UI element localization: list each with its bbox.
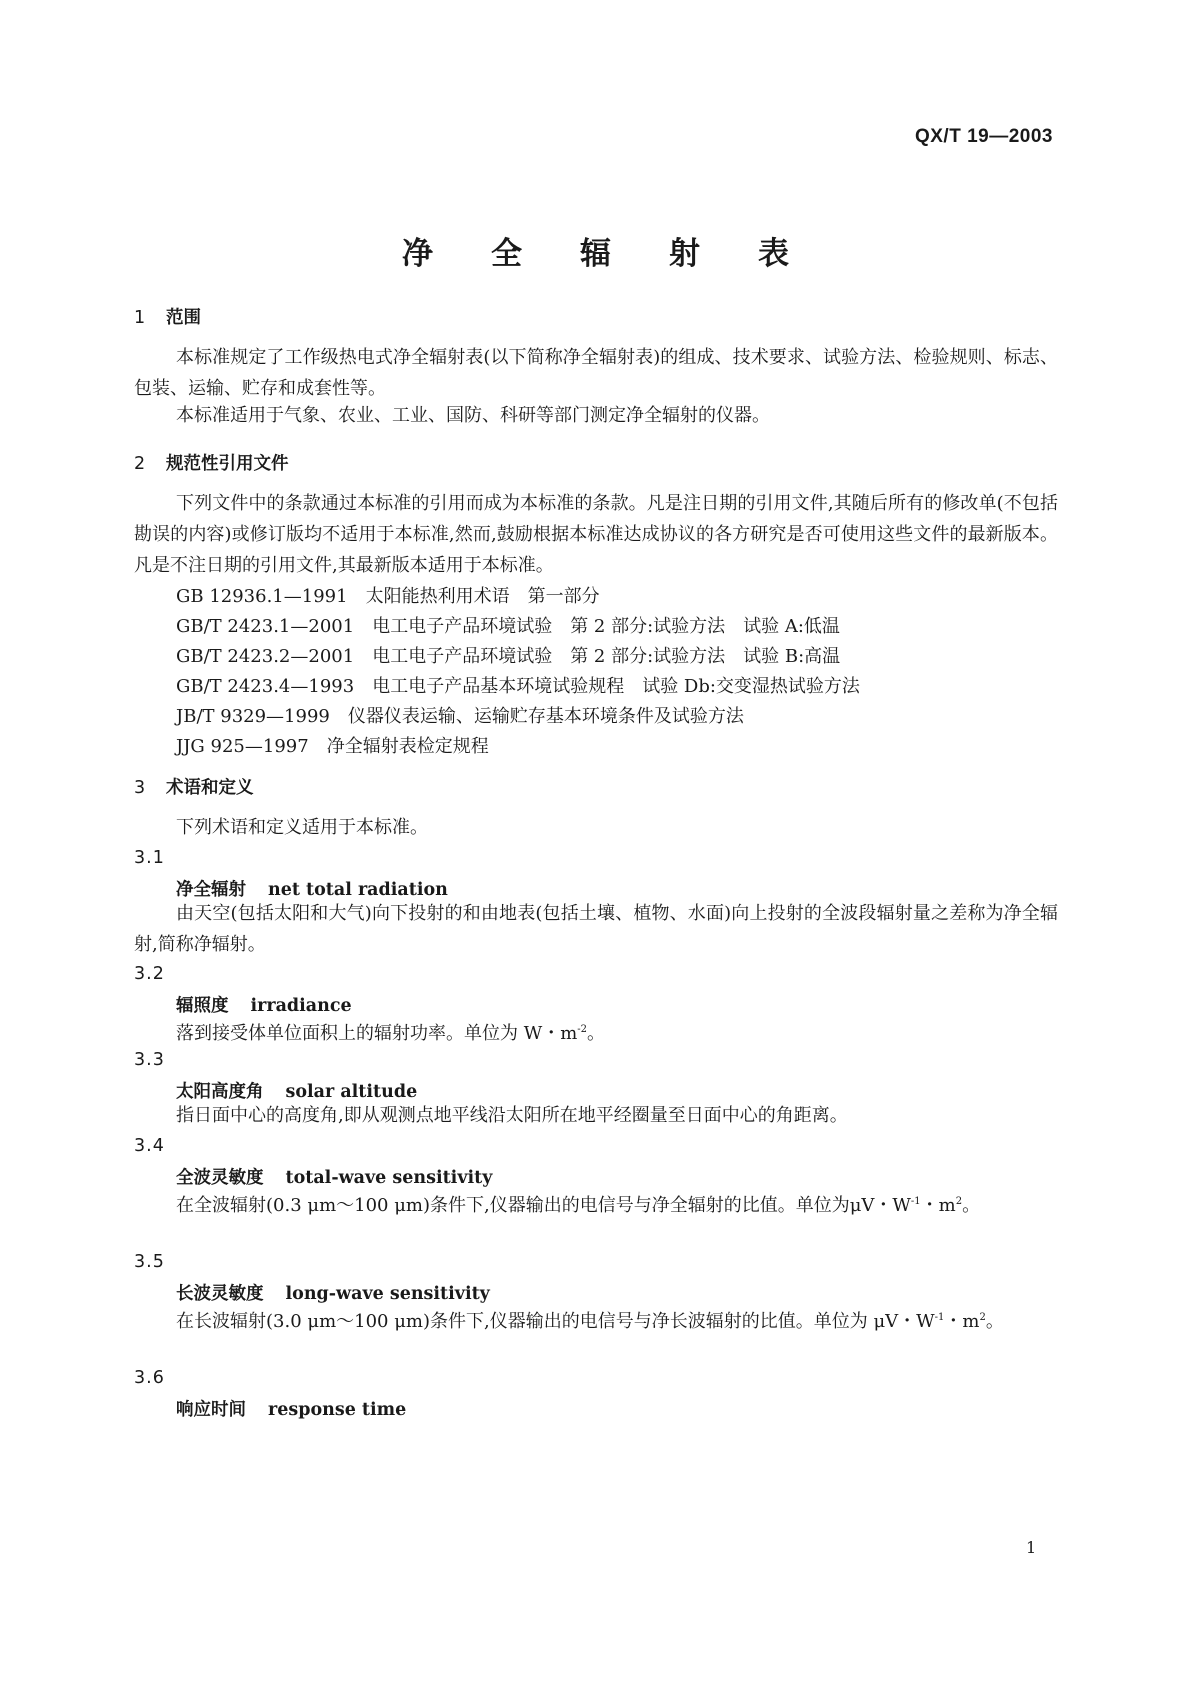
section-number: 2 (134, 454, 146, 474)
reference-item: GB/T 2423.1—2001 电工电子产品环境试验 第 2 部分:试验方法 试验 A:低温 (176, 616, 840, 637)
term-definition: 落到接受体单位面积上的辐射功率。单位为 W・$m^{-2}$。 (176, 1023, 606, 1044)
section-number: 3 (134, 778, 146, 798)
term-en: total-wave sensitivity (285, 1168, 493, 1188)
term-en: response time (268, 1400, 407, 1420)
section-title: 范围 (166, 308, 201, 328)
term-number: 3.1 (134, 848, 165, 868)
section-2-heading (134, 450, 289, 475)
page-number: 1 (1026, 1538, 1037, 1557)
reference-item: GB 12936.1—1991 太阳能热利用术语 第一部分 (176, 586, 600, 607)
term-heading (176, 1396, 406, 1421)
page-title: 净全辐射表 (402, 236, 847, 272)
term-zh: 太阳高度角 (176, 1082, 264, 1102)
term-number: 3.3 (134, 1050, 165, 1070)
term-definition: 指日面中心的高度角,即从观测点地平线沿太阳所在地平经圈量至日面中心的角距离。 (176, 1105, 848, 1126)
section-1-heading (134, 304, 201, 329)
term-number: 3.2 (134, 964, 165, 984)
term-zh: 全波灵敏度 (176, 1168, 264, 1188)
term-definition: 在全波辐射(0.3 μm～100 μm)条件下,仪器输出的电信号与净全辐射的比值。单位为μV・$W^{-1}$・$m^2$。 (176, 1195, 981, 1216)
term-en: net total radiation (268, 880, 448, 900)
term-en: long-wave sensitivity (285, 1284, 490, 1304)
term-number: 3.6 (134, 1368, 165, 1388)
term-en: solar altitude (285, 1082, 418, 1102)
section-2-paragraph: 下列文件中的条款通过本标准的引用而成为本标准的条款。凡是注日期的引用文件,其随后所有的修改单(不包括勘误的内容)或修订版均不适用于本标准,然而,鼓励根据本标准达成协议的各方研究是否可使用这些文件的最新版本。凡是不注日期的引用文件,其最新版本适用于本标准。 (134, 493, 1058, 576)
reference-item: JB/T 9329—1999 仪器仪表运输、运输贮存基本环境条件及试验方法 (176, 706, 744, 727)
section-1-paragraph-1: 本标准规定了工作级热电式净全辐射表(以下简称净全辐射表)的组成、技术要求、试验方法、检验规则、标志、包装、运输、贮存和成套性等。 (134, 347, 1058, 399)
section-3-heading (134, 774, 254, 799)
section-3-intro: 下列术语和定义适用于本标准。 (176, 817, 428, 838)
section-1-paragraph-2: 本标准适用于气象、农业、工业、国防、科研等部门测定净全辐射的仪器。 (176, 405, 770, 426)
term-definition: 在长波辐射(3.0 μm～100 μm)条件下,仪器输出的电信号与净长波辐射的比值。单位为 μV・$W^{-1}$・$m^2$。 (176, 1311, 1004, 1332)
section-number: 1 (134, 308, 146, 328)
term-zh: 长波灵敏度 (176, 1284, 264, 1304)
standard-code: QX/T 19—2003 (914, 126, 1053, 147)
reference-item: GB/T 2423.4—1993 电工电子产品基本环境试验规程 试验 Db:交变湿热试验方法 (176, 676, 860, 697)
term-en: irradiance (250, 996, 352, 1016)
section-title: 术语和定义 (166, 778, 254, 798)
section-title: 规范性引用文件 (166, 454, 289, 474)
term-number: 3.5 (134, 1252, 165, 1272)
term-definition: 由天空(包括太阳和大气)向下投射的和由地表(包括土壤、植物、水面)向上投射的全波段辐射量之差称为净全辐射,简称净辐射。 (134, 903, 1058, 955)
term-number: 3.4 (134, 1136, 165, 1156)
reference-item: JJG 925—1997 净全辐射表检定规程 (176, 736, 489, 757)
term-zh: 响应时间 (176, 1400, 246, 1420)
term-zh: 辐照度 (176, 996, 229, 1016)
term-zh: 净全辐射 (176, 880, 246, 900)
reference-item: GB/T 2423.2—2001 电工电子产品环境试验 第 2 部分:试验方法 试验 B:高温 (176, 646, 841, 667)
